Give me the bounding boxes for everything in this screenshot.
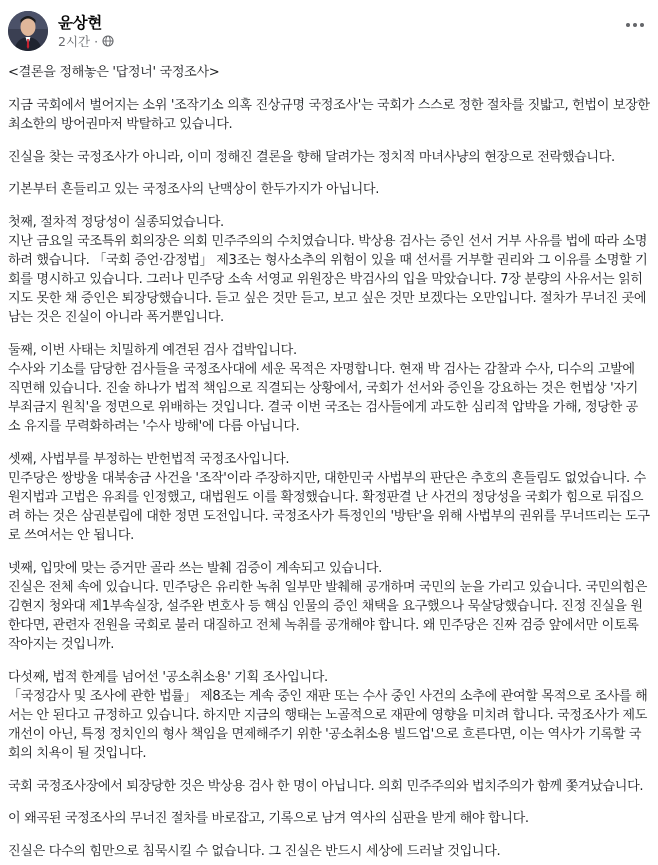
post-paragraph: 국회 국정조사장에서 퇴장당한 것은 박상용 검사 한 명이 아닙니다. 의회 민주주의와 법치주의가 함께 쫓겨났습니다. — [8, 778, 644, 794]
author-name[interactable]: 윤상현 — [58, 14, 103, 32]
post-body — [8, 63, 650, 861]
globe-icon[interactable] — [102, 35, 114, 47]
post-paragraph: 넷째, 입맛에 맞는 증거만 골라 쓰는 발췌 검증이 계속되고 있습니다. 진실은 전체 속에 있습니다. 민주당은 유리한 녹취 일부만 발췌해 공개하며 국민의 눈을 가리고 있습니다. 국민의힘은 김현지 청와대 제1부속실장, 설주완 변호사 등 핵심 인물의 증인 채택을 요구했으나 묵살당했습니다. 진정 진실을 원한다면, 관련자 전원을 국회로 불러 대질하고 전체 녹취를 공개해야 합니다. 왜 민주당은 진짜 검증 앞에서만 이토록 작아지는 것입니까. — [8, 560, 648, 652]
post-paragraph: 진실을 찾는 국정조사가 아니라, 이미 정해진 결론을 향해 달려가는 정치적 마녀사냥의 현장으로 전락했습니다. — [8, 149, 615, 165]
post-paragraph: 셋째, 사법부를 부정하는 반헌법적 국정조사입니다. 민주당은 쌍방울 대북송금 사건을 '조작'이라 주장하지만, 대한민국 사법부의 판단은 추호의 흔들림도 없었습니다. 수원지법과 고법은 유죄를 인정했고, 대법원도 이를 확정했습니다. 확정판결 난 사건의 정당성을 국회가 힘으로 뒤집으려 하는 것은 삼권분립에 대한 정면 도전입니다. 국정조사가 특정인의 '방탄'을 위해 사법부의 권위를 무너뜨리는 도구로 쓰여서는 안 됩니다. — [8, 451, 650, 544]
post-header — [8, 11, 648, 55]
dot-icon — [633, 23, 637, 27]
post-paragraph: 이 왜곡된 국정조사의 무너진 절차를 바로잡고, 기록으로 남겨 역사의 심판을 받게 해야 합니다. — [8, 811, 529, 827]
dot-icon — [640, 23, 644, 27]
dot-icon — [626, 23, 630, 27]
post-paragraph: 첫째, 절차적 정당성이 실종되었습니다. 지난 금요일 국조특위 회의장은 의회 민주주의의 수치였습니다. 박상용 검사는 증인 선서 거부 사유를 법에 따라 소명하려 했습니다. 「국회 증언·감정법」 제3조는 형사소추의 위험이 있을 때 선서를 거부할 권리와 그 이유를 소명할 기회를 명시하고 있습니다. 그러나 민주당 소속 서영교 위원장은 박검사의 입을 막았습니다. 7장 분량의 사유서는 읽히지도 못한 채 증인은 퇴장당했습니다. 듣고 싶은 것만 듣고, 보고 싶은 것만 보겠다는 오만입니다. 절차가 무너진 곳에 남는 것은 진실이 아니라 폭거뿐입니다. — [8, 214, 648, 326]
post-time[interactable]: 2시간 — [58, 34, 91, 49]
post-paragraph: 진실은 다수의 힘만으로 침묵시킬 수 없습니다. 그 진실은 반드시 세상에 드러날 것입니다. — [8, 844, 501, 860]
post-paragraph: 기본부터 흔들리고 있는 국정조사의 난맥상이 한두가지가 아닙니다. — [8, 182, 380, 198]
post-paragraph: 다섯째, 법적 한계를 넘어선 '공소취소용' 기획 조사입니다. 「국정감사 및 조사에 관한 법률」 제8조는 계속 중인 재판 또는 수사 중인 사건의 소추에 관여할 목적으로 조사를 해서는 안 된다고 규정하고 있습니다. 하지만 지금의 행태는 노골적으로 재판에 영향을 미치려 합니다. 국정조사가 제도 개선이 아닌, 특정 정치인의 형사 책임을 면제해주기 위한 '공소취소용 빌드업'으로 흐른다면, 이는 역사가 기록할 국회의 치욕이 될 것입니다. — [8, 669, 648, 761]
separator-dot: · — [94, 33, 99, 49]
post-meta — [58, 32, 114, 50]
post-paragraph: 둘째, 이번 사태는 치밀하게 예견된 검사 겁박입니다. 수사와 기소를 담당한 검사들을 국정조사대에 세운 목적은 자명합니다. 현재 박 검사는 감찰과 수사, 디수의 고발에 직면해 있습니다. 진술 하나가 법적 책임으로 직결되는 상황에서, 국회가 선서와 증인을 강요하는 것은 헌법상 '자기부죄금지 원칙'을 정면으로 위배하는 것입니다. 결국 이번 국조는 검사들에게 과도한 심리적 압박을 가해, 정당한 공소 유지를 무력화하려는 '수사 방해'에 다름 아닙니다. — [8, 342, 638, 435]
post-title: <결론을 정해놓은 '답정너' 국정조사> — [8, 65, 220, 80]
post-paragraph: 지금 국회에서 벌어지는 소위 '조작기소 의혹 진상규명 국정조사'는 국회가 스스로 정한 절차를 짓밟고, 헌법이 보장한 최소한의 방어권마저 박탈하고 있습니다. — [8, 97, 650, 132]
more-options-icon[interactable] — [624, 17, 646, 33]
avatar[interactable] — [8, 11, 48, 51]
profile-photo-icon — [8, 11, 48, 51]
